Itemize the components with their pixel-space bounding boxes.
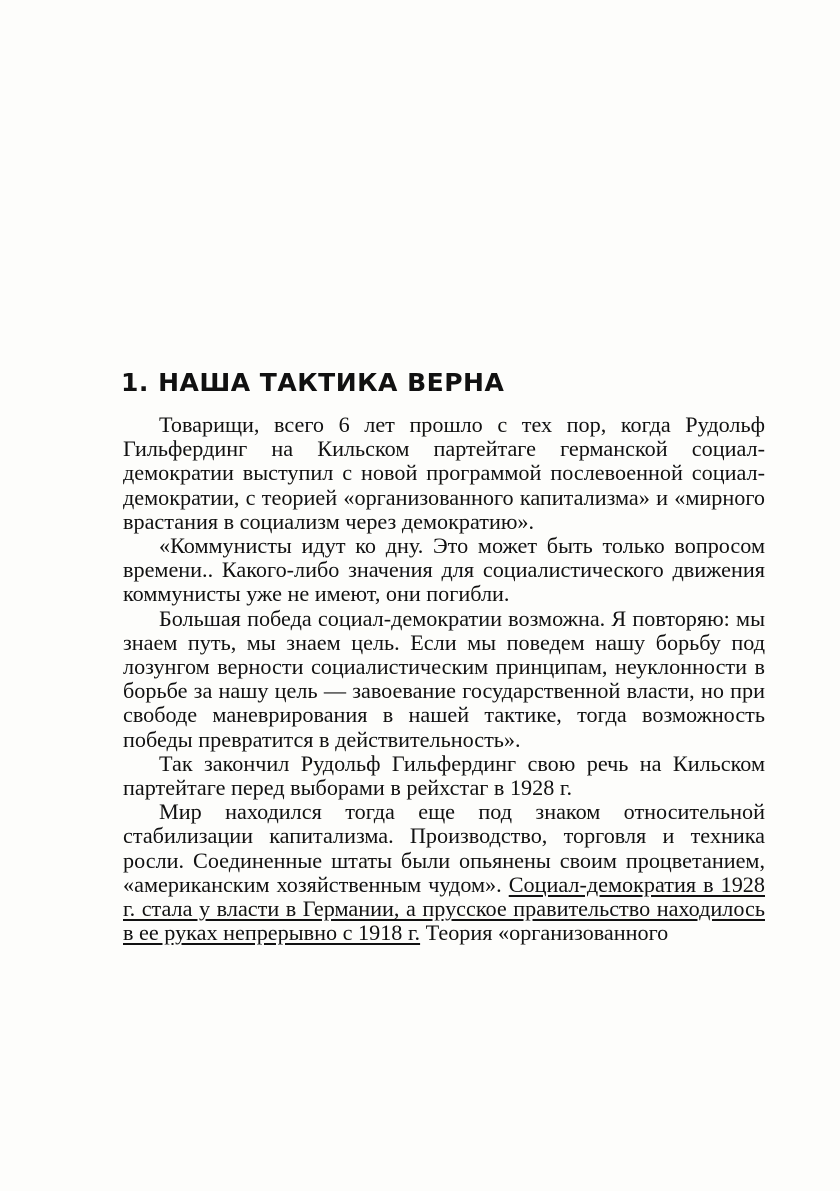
paragraph-5 [123,800,765,945]
closing-fragment: Теория «организованного [420,920,669,946]
paragraph-5-text: Мир находился тогда еще под знаком относительной стабилизации капитализма. Производство, торговля и техника росли. Соединенные штаты были опьянены своим процветанием, «американским хозяйственным чудом». [123,799,765,897]
paragraph-4: Так закончил Рудольф Гильфердинг свою речь на Кильском партейтаге перед выборами в рейхстаг в 1928 г. [123,750,765,801]
paragraph-1: Товарищи, всего 6 лет прошло с тех пор, когда Рудольф Гильфердинг на Кильском партейтаге германской социал-демократии выступил с новой программой послевоенной социал-демократии, с теорией «организованного капитализма» и «мирного врастания в социализм через демократию». [123,412,765,534]
section-heading: 1. НАША ТАКТИКА ВЕРНА [121,368,505,397]
paragraph-2: «Коммунисты идут ко дну. Это может быть только вопросом времени.. Какого-либо значения для социалистического движения коммунисты уже не имеют, они погибли. [123,533,765,607]
paragraph-3: Большая победа социал-демократии возможна. Я повторяю: мы знаем путь, мы знаем цель. Если мы поведем нашу борьбу под лозунгом верности социалистическим принципам, неуклонности в борьбе за нашу цель — завоевание государственной власти, но при свободе маневрирования в нашей тактике, тогда возможность победы превратится в действительность». [123,605,765,752]
body-text [123,413,765,945]
underlined-passage: Социал-демократия в 1928 г. стала у власти в Германии, а прусское правительство находилось в ее руках непрерывно с 1918 г. [123,871,765,946]
